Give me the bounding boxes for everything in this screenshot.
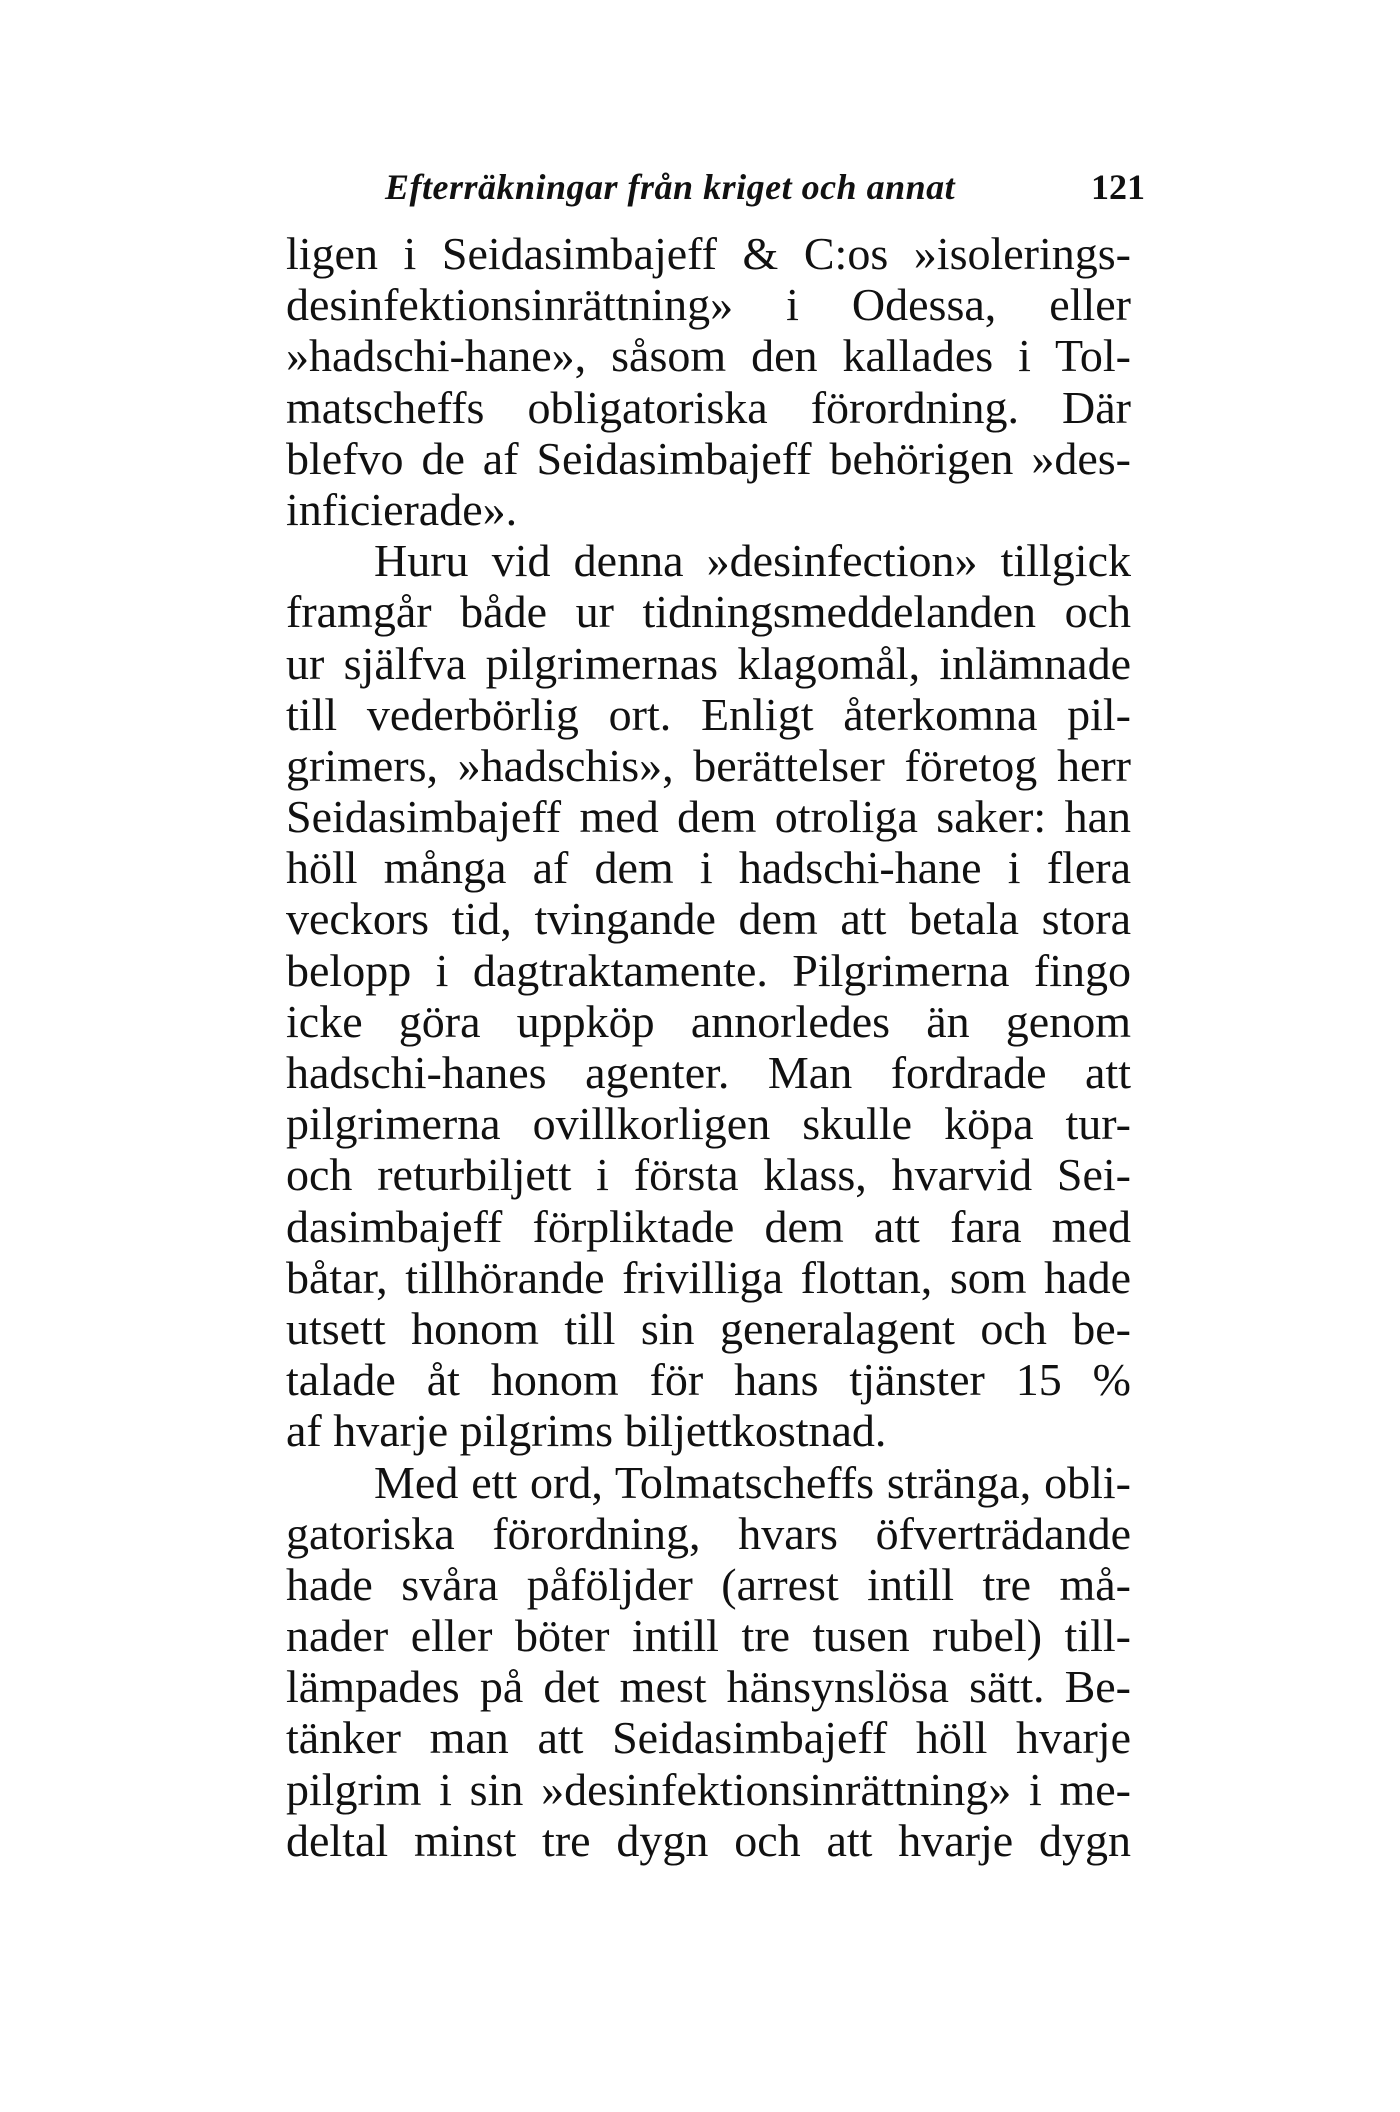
text-line: belopp i dagtraktamente. Pilgrimerna fingo <box>286 944 1131 996</box>
text-line: pilgrim i sin »desinfektionsinrättning» i me- <box>286 1763 1131 1815</box>
text-line: icke göra uppköp annorledes än genom <box>286 995 1131 1047</box>
text-line: Med ett ord, Tolmatscheffs stränga, obli- <box>374 1456 1131 1508</box>
text-line: dasimbajeff förpliktade dem att fara med <box>286 1200 1131 1252</box>
text-line: hadschi-hanes agenter. Man fordrade att <box>286 1047 1131 1098</box>
text-line: och returbiljett i första klass, hvarvid Sei- <box>286 1149 1131 1201</box>
text-line: blefvo de af Seidasimbajeff behörigen »des- <box>286 432 1131 484</box>
text-line: ligen i Seidasimbajeff & C:os »isolerings- <box>286 228 1131 279</box>
text-line: gatoriska förordning, hvars öfverträdande <box>286 1507 1131 1559</box>
text-line: desinfektionsinrättning» i Odessa, eller <box>286 279 1131 331</box>
text-line: till vederbörlig ort. Enligt återkomna pil- <box>286 688 1131 740</box>
text-line: inficierade». <box>286 483 518 535</box>
text-line: utsett honom till sin generalagent och be- <box>286 1302 1131 1354</box>
page-number: 121 <box>1091 167 1145 207</box>
text-line: höll många af dem i hadschi-hane i flera <box>286 842 1131 894</box>
text-line: Seidasimbajeff med dem otroliga saker: han <box>286 791 1131 843</box>
text-line: af hvarje pilgrims biljettkostnad. <box>286 1405 887 1457</box>
text-line: deltal minst tre dygn och att hvarje dygn <box>286 1814 1131 1866</box>
text-line: hade svåra påföljder (arrest intill tre må- <box>286 1558 1131 1610</box>
running-title: Efterräkningar från kriget och annat <box>385 167 956 207</box>
text-line: veckors tid, tvingande dem att betala stora <box>286 893 1131 945</box>
text-line: nader eller böter intill tre tusen rubel) till- <box>286 1610 1131 1662</box>
text-line: båtar, tillhörande frivilliga flottan, som hade <box>286 1251 1131 1303</box>
text-line: lämpades på det mest hänsynslösa sätt. Be- <box>286 1661 1131 1713</box>
text-line: ur själfva pilgrimernas klagomål, inlämnade <box>286 637 1131 689</box>
text-line: talade åt honom för hans tjänster 15 % <box>286 1354 1131 1406</box>
text-line: matscheffs obligatoriska förordning. Där <box>286 381 1131 433</box>
text-line: grimers, »hadschis», berättelser företog herr <box>286 739 1131 791</box>
body-text <box>286 228 1131 1866</box>
page-header <box>385 166 1145 218</box>
text-line: pilgrimerna ovillkorligen skulle köpa tur- <box>286 1098 1131 1150</box>
text-line: »hadschi-hane», såsom den kallades i Tol- <box>286 330 1131 382</box>
text-line: tänker man att Seidasimbajeff höll hvarje <box>286 1712 1131 1764</box>
text-line: framgår både ur tidningsmeddelanden och <box>286 586 1131 638</box>
text-line: Huru vid denna »desinfection» tillgick <box>374 535 1131 587</box>
